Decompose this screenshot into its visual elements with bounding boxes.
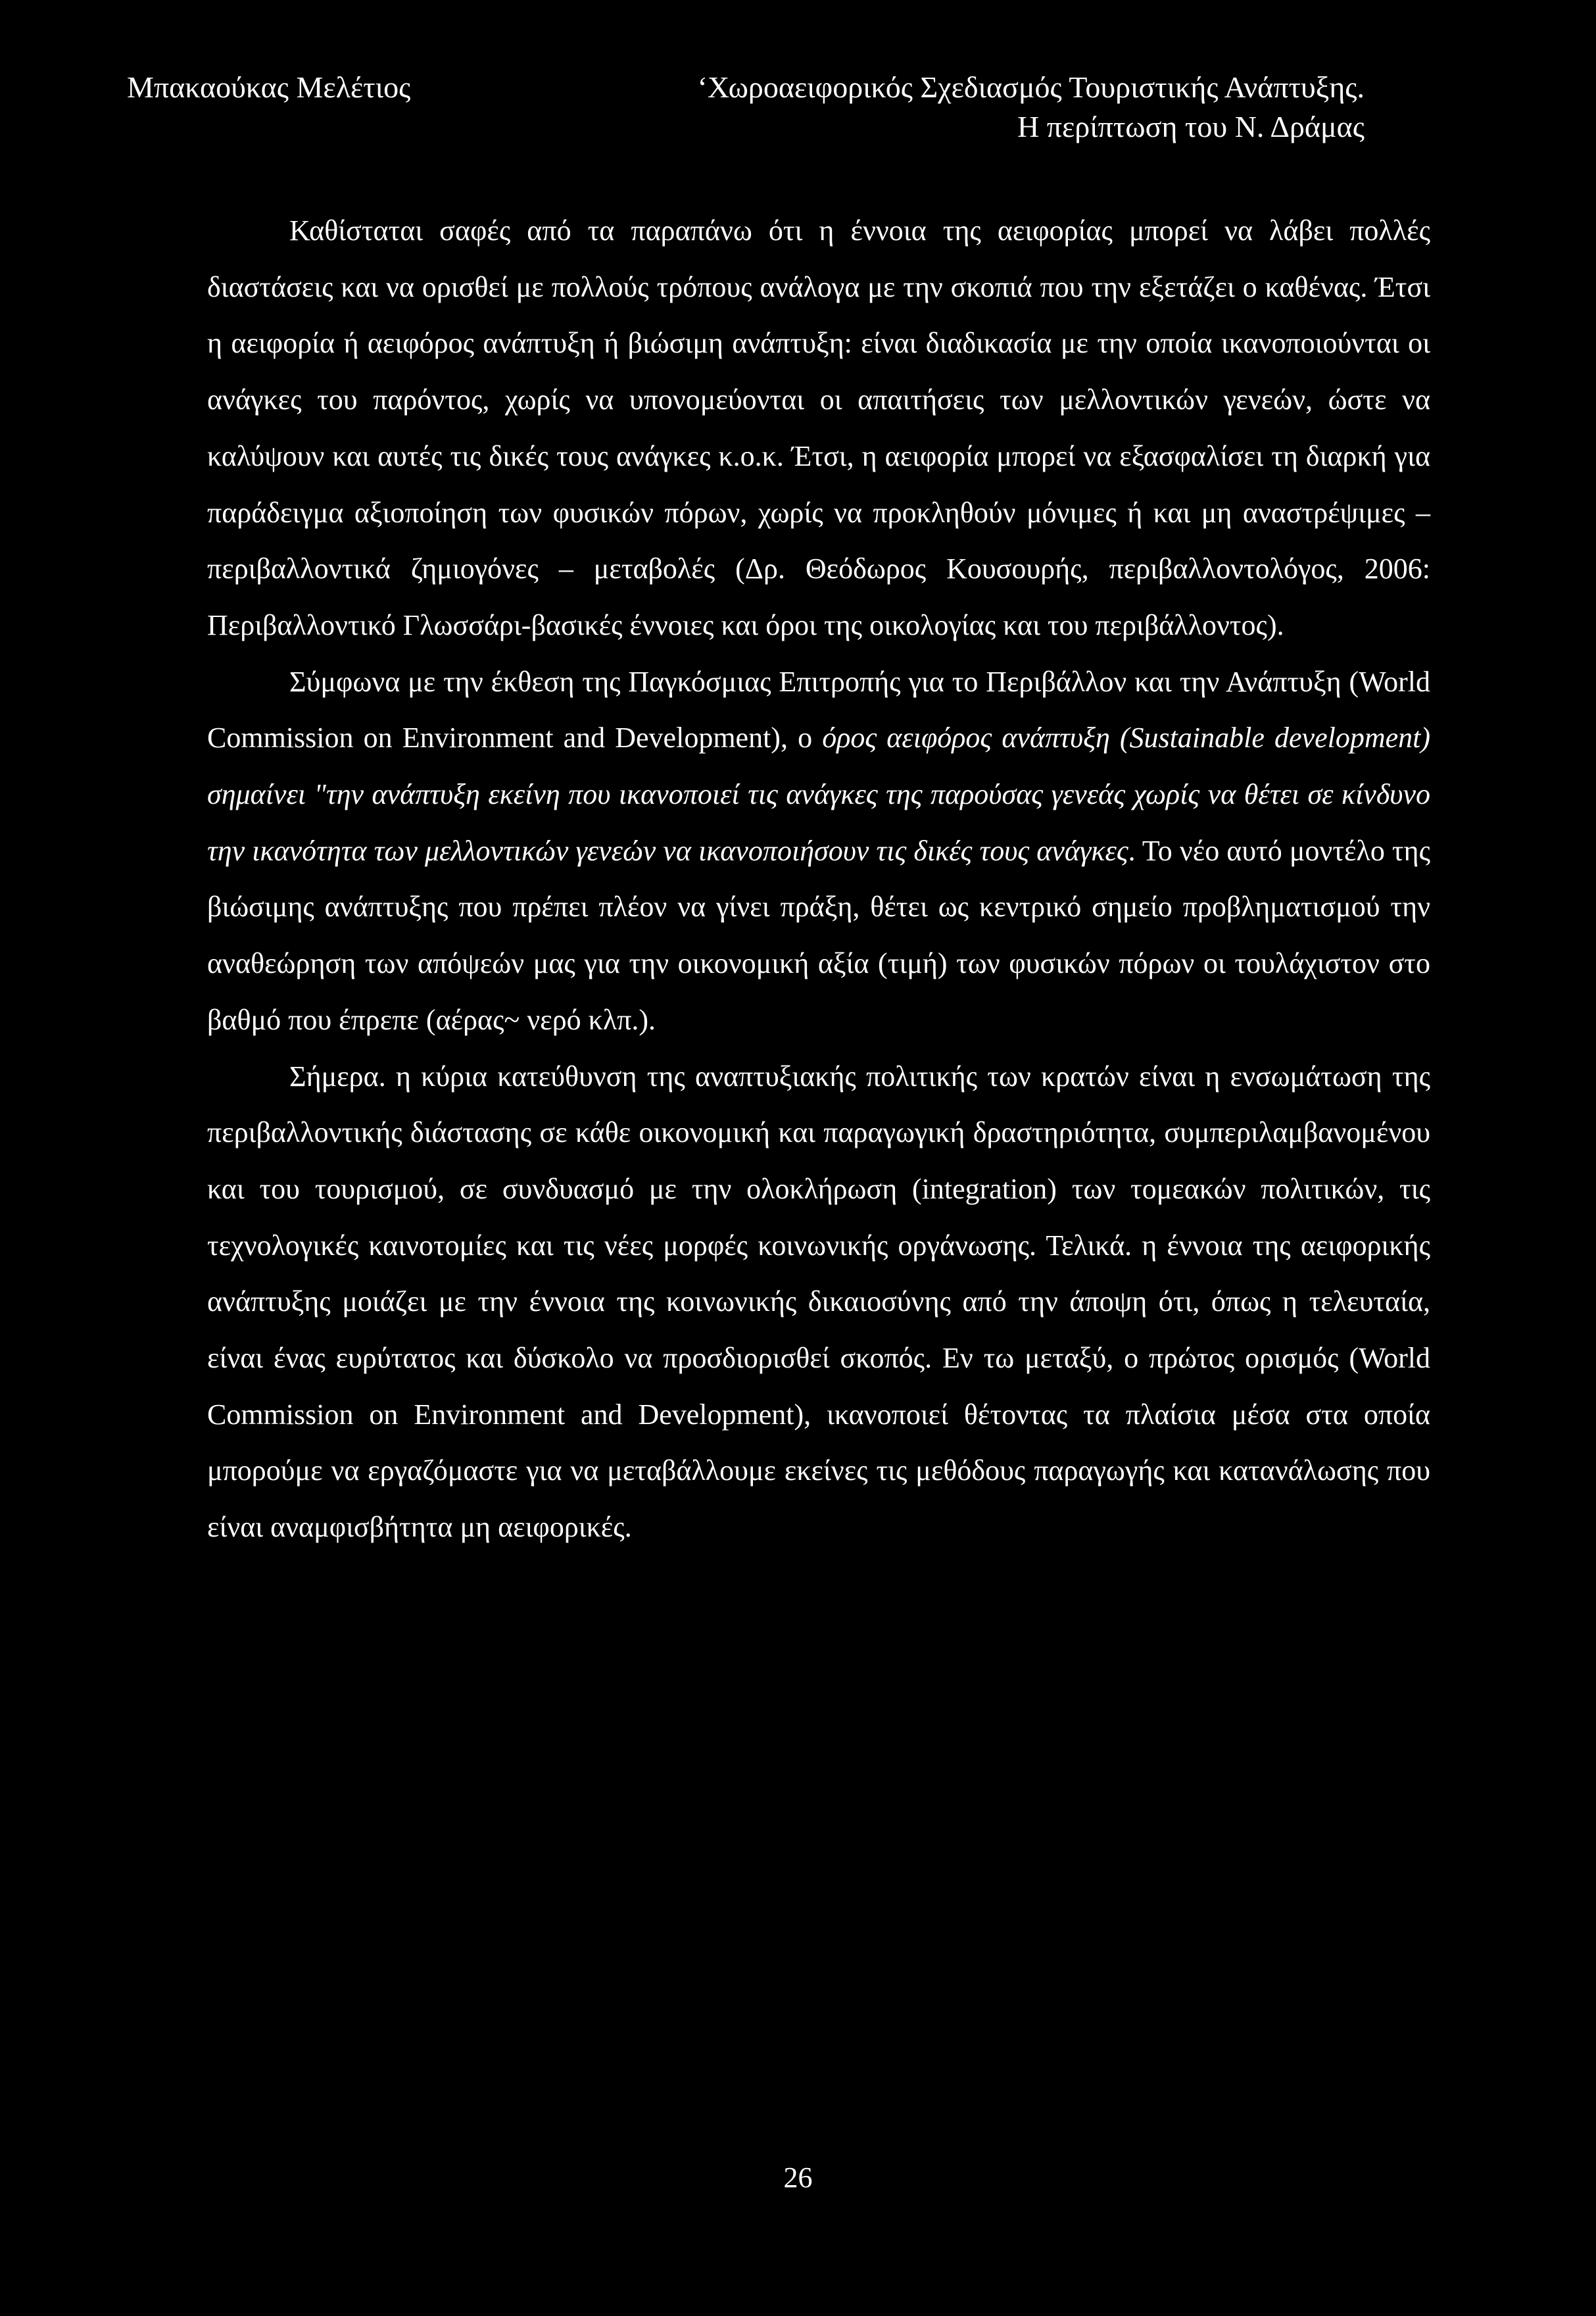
header-title-line-1: ‘Χωροαειφορικός Σχεδιασμός Τουριστικής Ανάπτυξης. [697,70,1365,104]
header-author: Μπακαούκας Μελέτιος [127,70,411,104]
paragraph-2-rest: . Το νέο αυτό μοντέλο της βιώσιμης ανάπτυξης που πρέπει πλέον να γίνει πράξη, θέτει ως κεντρικό σημείο προβληματισμού την αναθεώρηση των απόψεών μας για την οικονομική αξία (τιμή) των φυσικών πόρων οι τουλάχιστον στο βαθμό που έπρεπε (αέρας~ νερό κλπ.). [207,834,1430,1036]
header-title-line-2: Η περίπτωση του Ν. Δράμας [1017,110,1365,143]
header-document-title [698,68,1365,147]
paragraph-3: Σήμερα. η κύρια κατεύθυνση της αναπτυξιακής πολιτικής των κρατών είναι η ενσωμάτωση της περιβαλλοντικής διάστασης σε κάθε οικονομική και παραγωγική δραστηριότητα, συμπεριλαμβανομένου και του τουρισμού, σε συνδυασμό με την ολοκλήρωση (integration) των τομεακών πολιτικών, τις τεχνολογικές καινοτομίες και τις νέες μορφές κοινωνικής οργάνωσης. Τελικά. η έννοια της αειφορικής ανάπτυξης μοιάζει με την έννοια της κοινωνικής δικαιοσύνης από την άποψη ότι, όπως η τελευταία, είναι ένας ευρύτατος και δύσκολο να προσδιορισθεί σκοπός. Εν τω μεταξύ, ο πρώτος ορισμός (World Commission on Environment and Development), ικανοποιεί θέτοντας τα πλαίσια μέσα στα οποία μπορούμε να εργαζόμαστε για να μεταβάλλουμε εκείνες τις μεθόδους παραγωγής και κατανάλωσης που είναι αναμφισβήτητα μη αειφορικές. [207,1060,1430,1544]
paragraph-2 [207,654,1430,1048]
page-number: 26 [783,2161,813,2194]
page-body [207,203,1430,1556]
paragraph-2-intro: Σύμφωνα με την έκθεση της Παγκόσμιας Επιτροπής για το Περιβάλλον και την Ανάπτυξη (World Commission on Environment and Development), ο [207,665,1430,754]
sustainable-development-definition: όρος αειφόρος ανάπτυξη (Sustainable development) σημαίνει "την ανάπτυξη εκείνη που ικανοποιεί τις ανάγκες της παρούσας γενεάς χωρίς να θέτει σε κίνδυνο την ικανότητα των μελλοντικών γενεών να ικανοποιήσουν τις δικές τους ανάγκες [207,722,1430,867]
paragraph-1: Καθίσταται σαφές από τα παραπάνω ότι η έννοια της αειφορίας μπορεί να λάβει πολλές διαστάσεις και να ορισθεί με πολλούς τρόπους ανάλογα με την σκοπιά που την εξετάζει ο καθένας. Έτσι η αειφορία ή αειφόρος ανάπτυξη ή βιώσιμη ανάπτυξη: είναι διαδικασία με την οποία ικανοποιούνται οι ανάγκες του παρόντος, χωρίς να υπονομεύονται οι απαιτήσεις των μελλοντικών γενεών, ώστε να καλύψουν και αυτές τις δικές τους ανάγκες κ.ο.κ. Έτσι, η αειφορία μπορεί να εξασφαλίσει τη διαρκή για παράδειγμα αξιοποίηση των φυσικών πόρων, χωρίς να προκληθούν μόνιμες ή και μη αναστρέψιμες –περιβαλλοντικά ζημιογόνες – μεταβολές (Δρ. Θεόδωρος Κουσουρής, περιβαλλοντολόγος, 2006: Περιβαλλοντικό Γλωσσάρι-βασικές έννοιες και όροι της οικολογίας και του περιβάλλοντος). [207,214,1430,641]
